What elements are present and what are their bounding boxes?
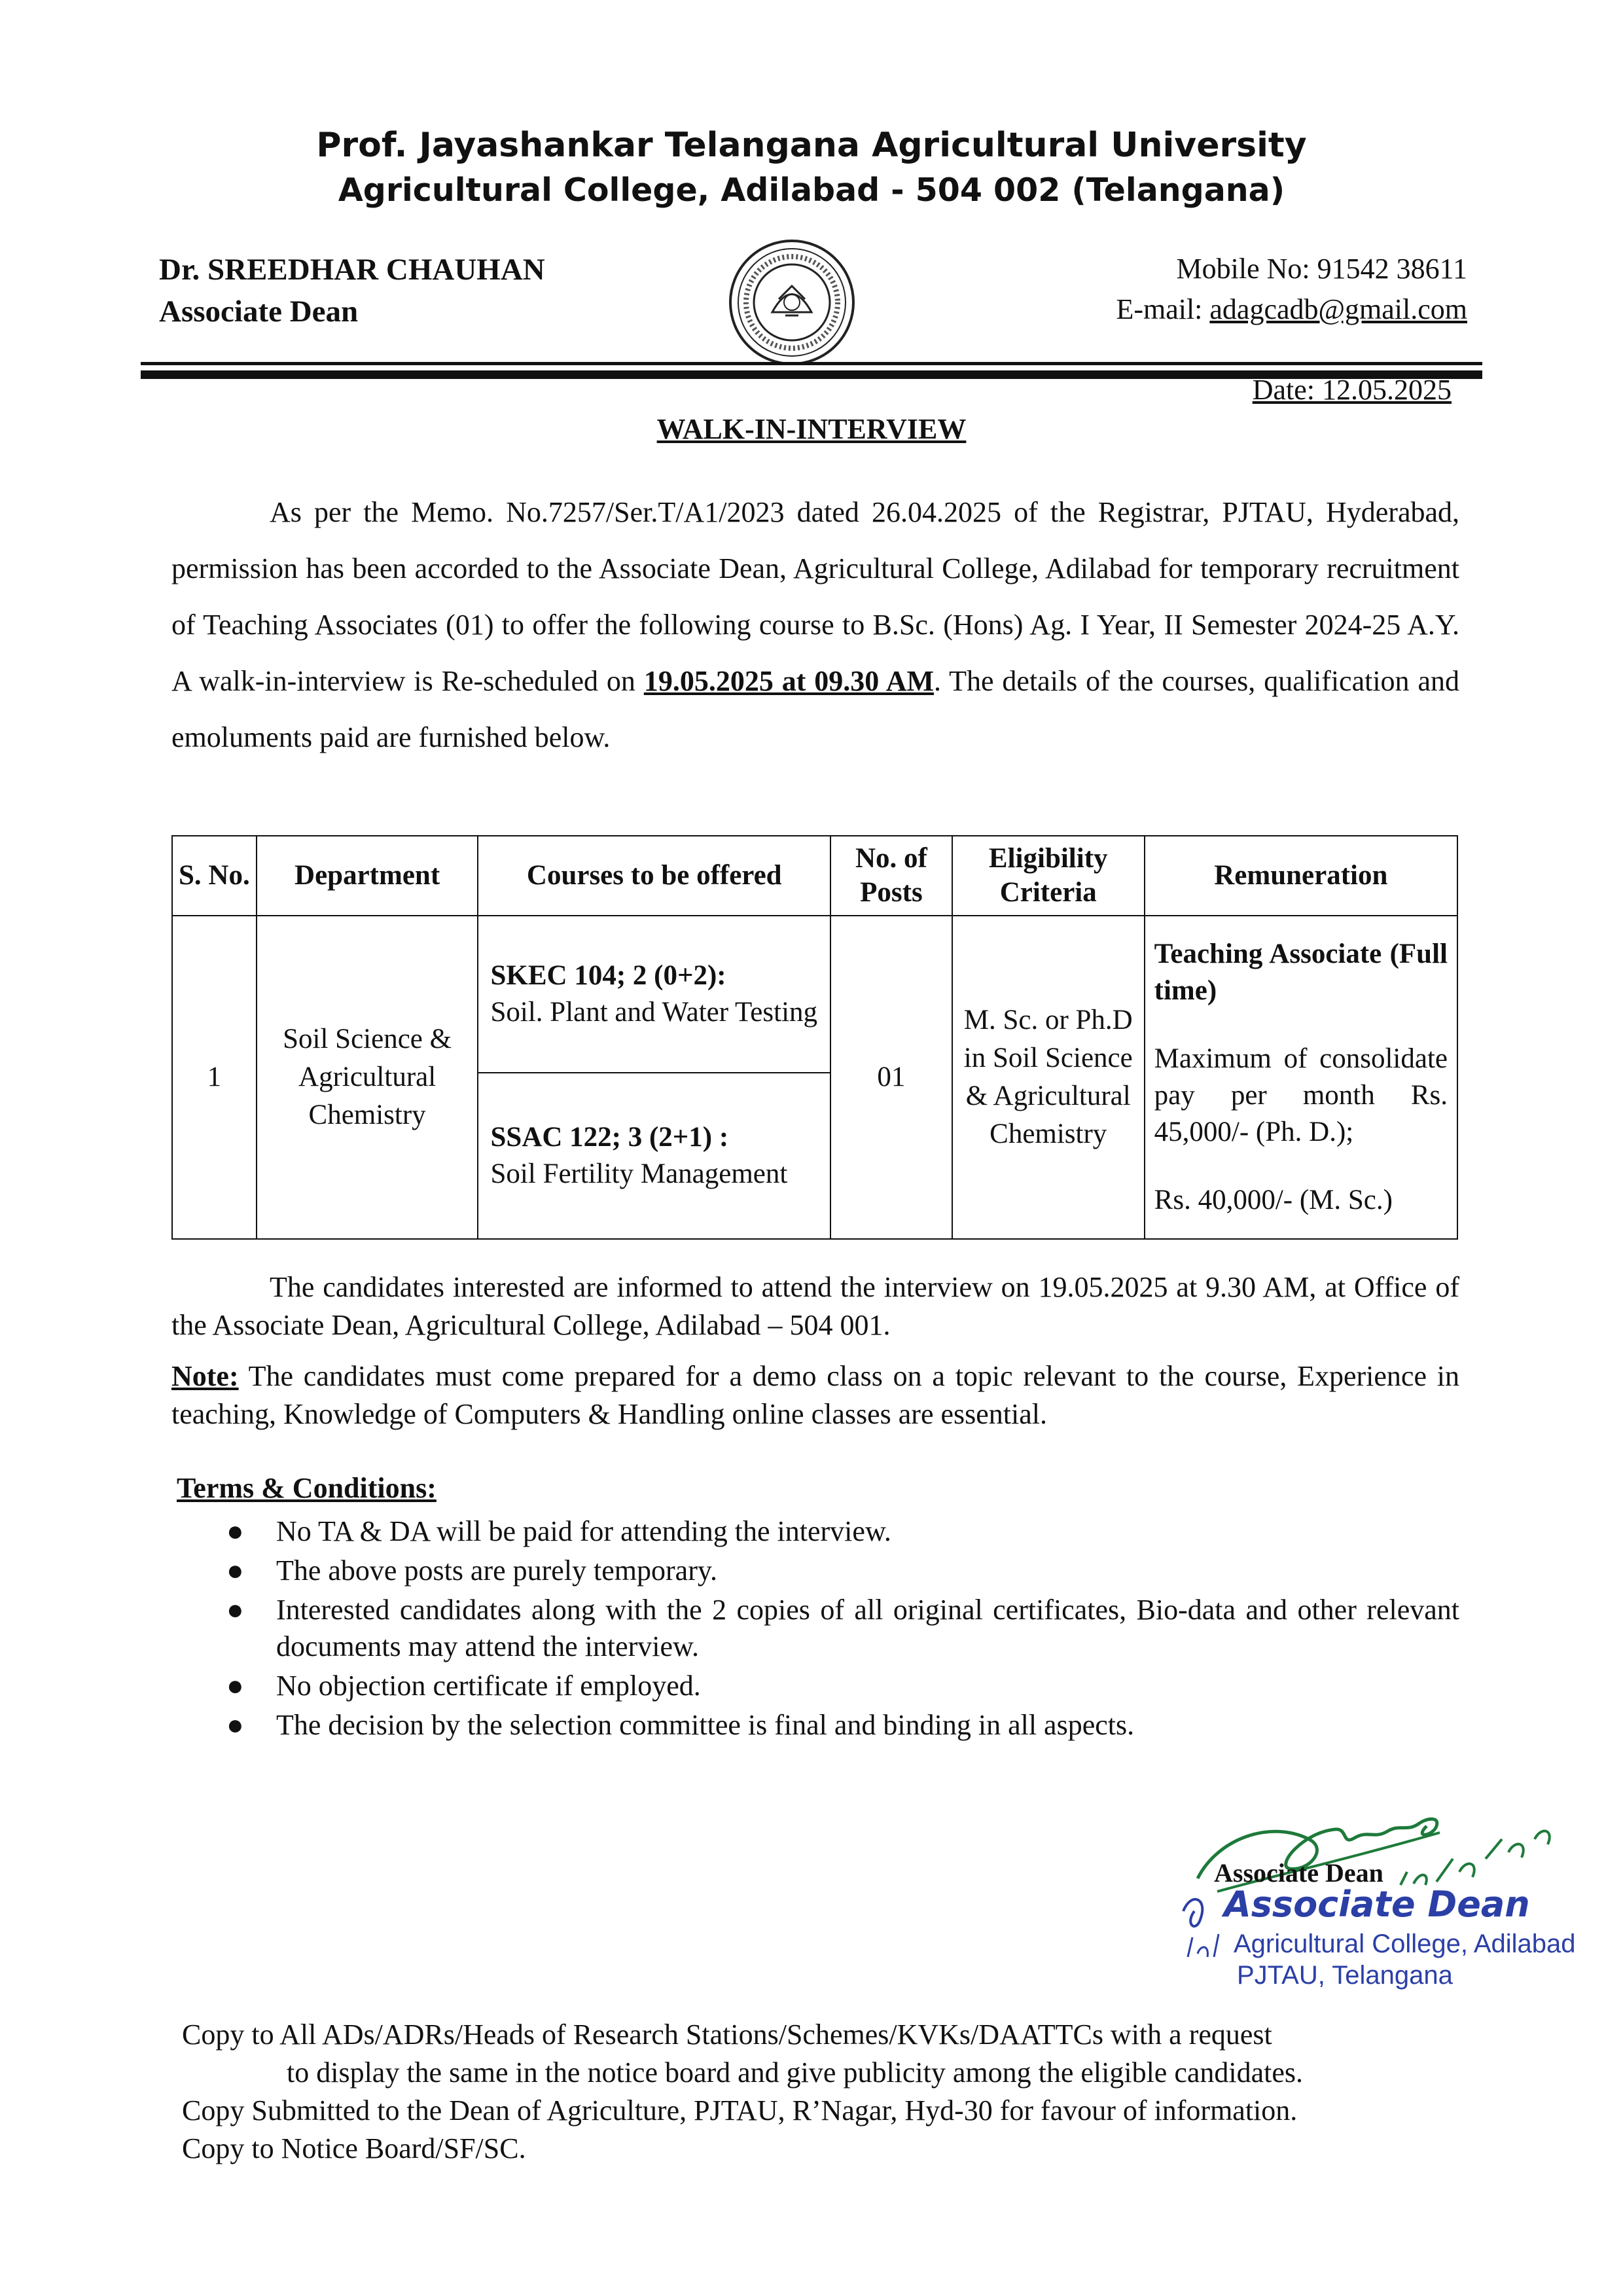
note-label: Note:	[171, 1360, 239, 1392]
university-seal-icon	[726, 237, 857, 368]
note-text: The candidates must come prepared for a demo class on a topic relevant to the course, Experience in teaching, Knowledge of Computers & Handling online classes are essential.	[171, 1360, 1459, 1430]
header-courses: Courses to be offered	[478, 836, 830, 916]
list-item: ● The decision by the selection committee is final and binding in all aspects.	[196, 1707, 1459, 1744]
table-row	[172, 916, 1457, 1073]
sender-designation: Associate Dean	[159, 295, 359, 329]
letter-date: Date: 12.05.2025	[1252, 374, 1452, 406]
college-address: Agricultural College, Adilabad - 504 002 (Telangana)	[338, 171, 1285, 209]
copy-line-3: Copy to Notice Board/SF/SC.	[182, 2132, 526, 2164]
bullet-icon: ●	[226, 1594, 244, 1626]
bullet-icon: ●	[226, 1554, 244, 1587]
cell-department: Soil Science & Agricultural Chemistry	[257, 916, 478, 1239]
note-paragraph	[171, 1357, 1459, 1433]
bullet-icon: ●	[226, 1670, 244, 1702]
email-line	[1116, 289, 1467, 330]
intro-text-2: . The details of the courses, qualification and emoluments paid are furnished below.	[171, 665, 1459, 753]
rem-body: Maximum of consolidate pay per month Rs. 45,000/- (Ph. D.);	[1154, 1043, 1448, 1147]
header-remuneration: Remuneration	[1145, 836, 1457, 916]
copy-line-2: Copy Submitted to the Dean of Agriculture, PJTAU, R’Nagar, Hyd-30 for favour of information.	[182, 2094, 1298, 2126]
sender-block	[159, 249, 545, 332]
stamp-title: Associate Dean	[1224, 1884, 1530, 1925]
copy-line-1b: to display the same in the notice board and give publicity among the eligible candidates.	[287, 2056, 1304, 2089]
after-table-section	[171, 1268, 1459, 1446]
interview-datetime: 19.05.2025 at 09.30 AM	[643, 665, 935, 697]
list-item: ● No TA & DA will be paid for attending the interview.	[196, 1513, 1459, 1550]
intro-paragraph	[171, 484, 1459, 766]
bullet-icon: ●	[226, 1515, 244, 1547]
attend-paragraph: The candidates interested are informed to attend the interview on 19.05.2025 at 9.30 AM, at Office of the Associate Dean, Agricultural College, Adilabad – 504 001.	[171, 1271, 1459, 1341]
header-department: Department	[257, 836, 478, 916]
stamp-college: Agricultural College, Adilabad	[1234, 1929, 1576, 1958]
list-item: ● No objection certificate if employed.	[196, 1668, 1459, 1704]
bullet-icon: ●	[226, 1709, 244, 1741]
signatory-designation: Associate Dean	[1214, 1858, 1383, 1888]
course-1-name: Soil. Plant and Water Testing	[490, 997, 818, 1028]
list-item: ● The above posts are purely temporary.	[196, 1552, 1459, 1589]
rem-title: Teaching Associate (Full time)	[1154, 939, 1448, 1006]
contact-block	[1116, 249, 1467, 330]
sender-name: Dr. SREEDHAR CHAUHAN	[159, 253, 545, 287]
posts-table	[171, 835, 1458, 1240]
table-header-row	[172, 836, 1457, 916]
mobile-number: Mobile No: 91542 38611	[1176, 253, 1467, 285]
header-posts: No. of Posts	[830, 836, 952, 916]
cell-eligibility: M. Sc. or Ph.D in Soil Science & Agricultural Chemistry	[952, 916, 1145, 1239]
course-2-code: SSAC 122; 3 (2+1) :	[490, 1122, 729, 1153]
header-divider-thin	[141, 362, 1482, 365]
terms-heading: Terms & Conditions:	[177, 1472, 437, 1504]
copy-to-section	[182, 2016, 1465, 2168]
terms-list	[196, 1513, 1459, 1746]
document-title: WALK-IN-INTERVIEW	[656, 413, 967, 445]
intro-text-1: As per the Memo. No.7257/Ser.T/A1/2023 dated 26.04.2025 of the Registrar, PJTAU, Hyderabad, permission has been accorded to the Associate Dean, Agricultural College, Adilabad for temporary recruitment of Teaching Associates (01) to offer the following course to B.Sc. (Hons) Ag. I Year, II Semester 2024-25 A.Y. A walk-in-interview is Re-scheduled on	[171, 496, 1459, 697]
list-item: ● Interested candidates along with the 2 copies of all original certificates, Bio-data and other relevant documents may attend the interview.	[196, 1592, 1459, 1665]
stamp-university: PJTAU, Telangana	[1237, 1961, 1453, 1990]
university-name: Prof. Jayashankar Telangana Agricultural University	[316, 126, 1307, 165]
copy-line-1: Copy to All ADs/ADRs/Heads of Research Stations/Schemes/KVKs/DAATTCs with a request	[182, 2018, 1272, 2051]
course-1-code: SKEC 104; 2 (0+2):	[490, 960, 726, 991]
cell-course-2	[478, 1073, 830, 1239]
email-link[interactable]: adagcadb@gmail.com	[1209, 293, 1467, 325]
header-sno: S. No.	[172, 836, 257, 916]
cell-remuneration	[1145, 916, 1457, 1239]
rem-msc: Rs. 40,000/- (M. Sc.)	[1154, 1185, 1393, 1215]
header-eligibility: Eligibility Criteria	[952, 836, 1145, 916]
cell-posts: 01	[830, 916, 952, 1239]
cell-course-1	[478, 916, 830, 1073]
email-label: E-mail:	[1116, 293, 1210, 325]
cell-sno: 1	[172, 916, 257, 1239]
course-2-name: Soil Fertility Management	[490, 1158, 788, 1189]
